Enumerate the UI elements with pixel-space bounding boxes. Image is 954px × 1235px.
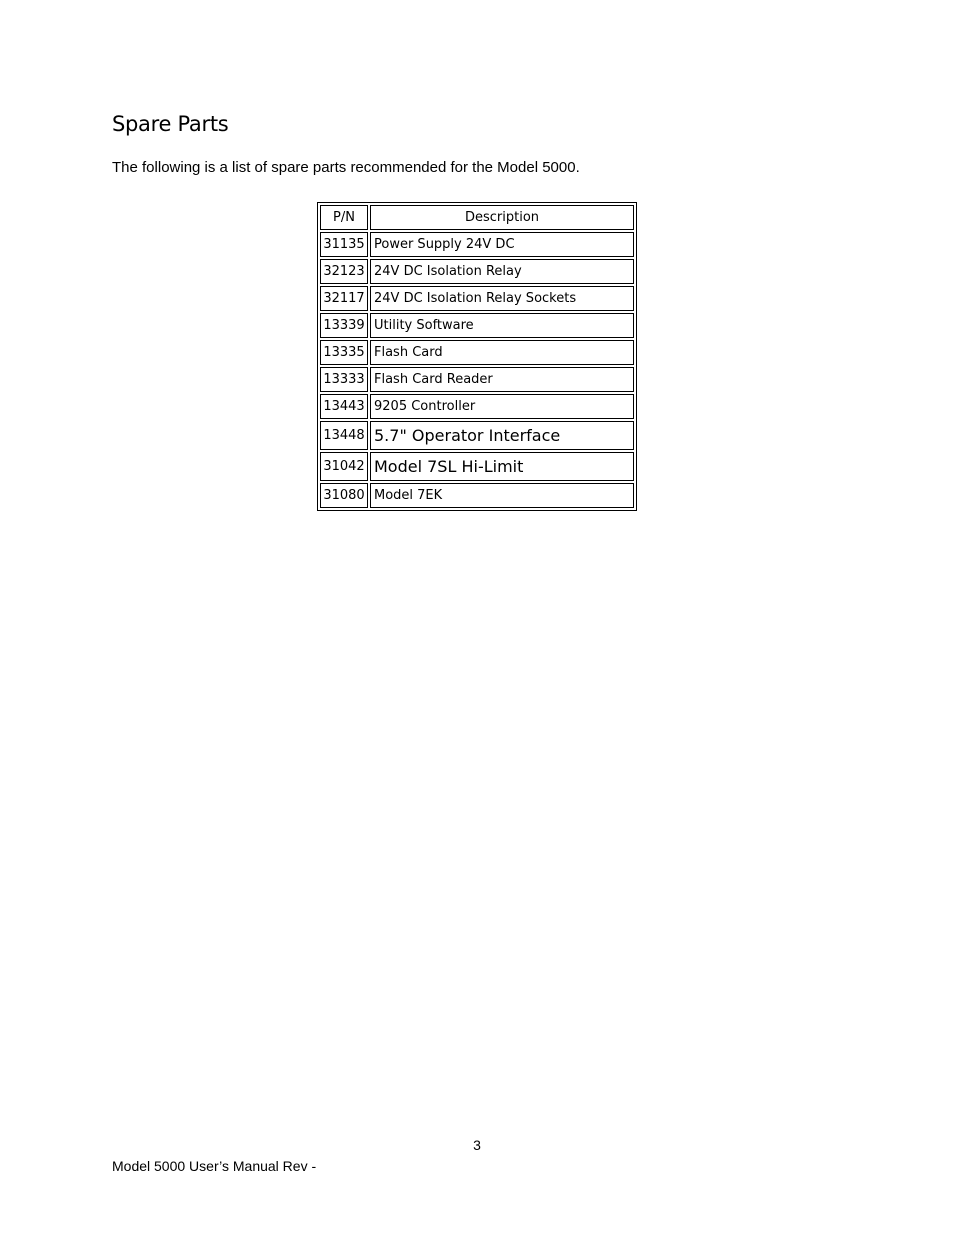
table-row [320,286,634,311]
header-pn: P/N [320,205,368,230]
part-description: Model 7SL Hi-Limit [370,452,634,481]
table-row [320,483,634,508]
part-number: 31042 [320,452,368,481]
part-description: 9205 Controller [370,394,634,419]
part-description: Flash Card Reader [370,367,634,392]
header-description: Description [370,205,634,230]
table-row [320,259,634,284]
table-header-row [320,205,634,230]
part-description: 5.7" Operator Interface [370,421,634,450]
page-number: 3 [473,1137,481,1153]
table-row [320,367,634,392]
part-number: 32123 [320,259,368,284]
table-row [320,394,634,419]
part-description: Model 7EK [370,483,634,508]
intro-paragraph: The following is a list of spare parts recommended for the Model 5000. [112,159,580,176]
part-description: Flash Card [370,340,634,365]
part-number: 13339 [320,313,368,338]
part-number: 13333 [320,367,368,392]
footer-text: Model 5000 User’s Manual Rev - [112,1158,317,1174]
part-number: 31135 [320,232,368,257]
part-number: 13443 [320,394,368,419]
page-title: Spare Parts [112,112,229,136]
part-description: 24V DC Isolation Relay [370,259,634,284]
table-row [320,452,634,481]
table-row [320,313,634,338]
table-row [320,340,634,365]
part-description: Power Supply 24V DC [370,232,634,257]
table-row [320,421,634,450]
part-description: Utility Software [370,313,634,338]
part-description: 24V DC Isolation Relay Sockets [370,286,634,311]
spare-parts-table [317,202,637,511]
part-number: 13448 [320,421,368,450]
part-number: 31080 [320,483,368,508]
part-number: 13335 [320,340,368,365]
table-row [320,232,634,257]
part-number: 32117 [320,286,368,311]
